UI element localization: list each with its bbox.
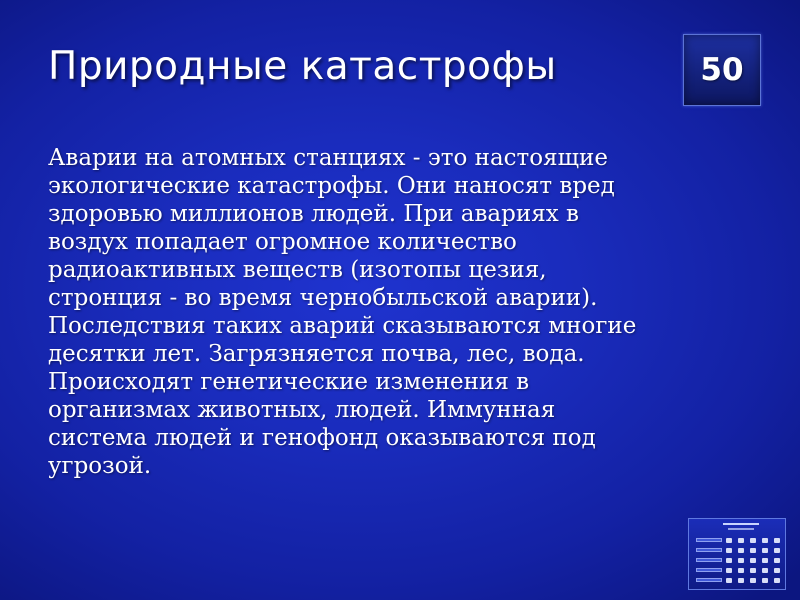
thumbnail-cell (738, 548, 744, 553)
thumbnail-cell (726, 538, 732, 543)
points-badge (683, 34, 761, 106)
thumbnail-cell (762, 568, 768, 573)
thumbnail-cell (774, 568, 780, 573)
thumbnail-category-label (696, 568, 722, 572)
thumbnail-row (696, 537, 786, 543)
thumbnail-cell (738, 568, 744, 573)
thumbnail-cell (774, 558, 780, 563)
thumbnail-cell (738, 538, 744, 543)
thumbnail-category-label (696, 578, 722, 582)
thumbnail-cell (750, 558, 756, 563)
thumbnail-cell (774, 548, 780, 553)
thumbnail-row (696, 577, 786, 583)
thumbnail-cell (762, 538, 768, 543)
thumbnail-row (696, 567, 786, 573)
thumbnail-subtitle-bar (728, 528, 754, 530)
thumbnail-cell (750, 538, 756, 543)
thumbnail-cell (738, 578, 744, 583)
thumbnail-cell (762, 578, 768, 583)
thumbnail-title-bar (723, 523, 759, 525)
thumbnail-cell (738, 558, 744, 563)
thumbnail-cell (762, 558, 768, 563)
thumbnail-row (696, 557, 786, 563)
thumbnail-cell (774, 538, 780, 543)
thumbnail-cell (750, 578, 756, 583)
thumbnail-category-label (696, 538, 722, 542)
thumbnail-category-label (696, 558, 722, 562)
thumbnail-cell (726, 568, 732, 573)
thumbnail-cell (750, 548, 756, 553)
thumbnail-cell (726, 578, 732, 583)
points-value: 50 (700, 52, 744, 88)
thumbnail-cell (762, 548, 768, 553)
thumbnail-cell (750, 568, 756, 573)
slide-title: Природные катастрофы (48, 44, 557, 89)
thumbnail-row (696, 547, 786, 553)
answer-text: Аварии на атомных станциях - это настоящие экологические катастрофы. Они наносят вред здоровью миллионов людей. При авариях в воздух попадает огромное количество радиоактивных веществ (изотопы цезия, стронция - во время чернобыльской аварии). Последствия таких аварий сказываются многие десятки лет. Загрязняется почва, лес, вода. Происходят генетические изменения в организмах животных, людей. Иммунная система людей и генофонд оказываются под угрозой. (48, 145, 637, 479)
thumbnail-cell (774, 578, 780, 583)
game-board-thumbnail-icon[interactable] (688, 518, 786, 590)
thumbnail-cell (726, 558, 732, 563)
thumbnail-category-label (696, 548, 722, 552)
thumbnail-cell (726, 548, 732, 553)
